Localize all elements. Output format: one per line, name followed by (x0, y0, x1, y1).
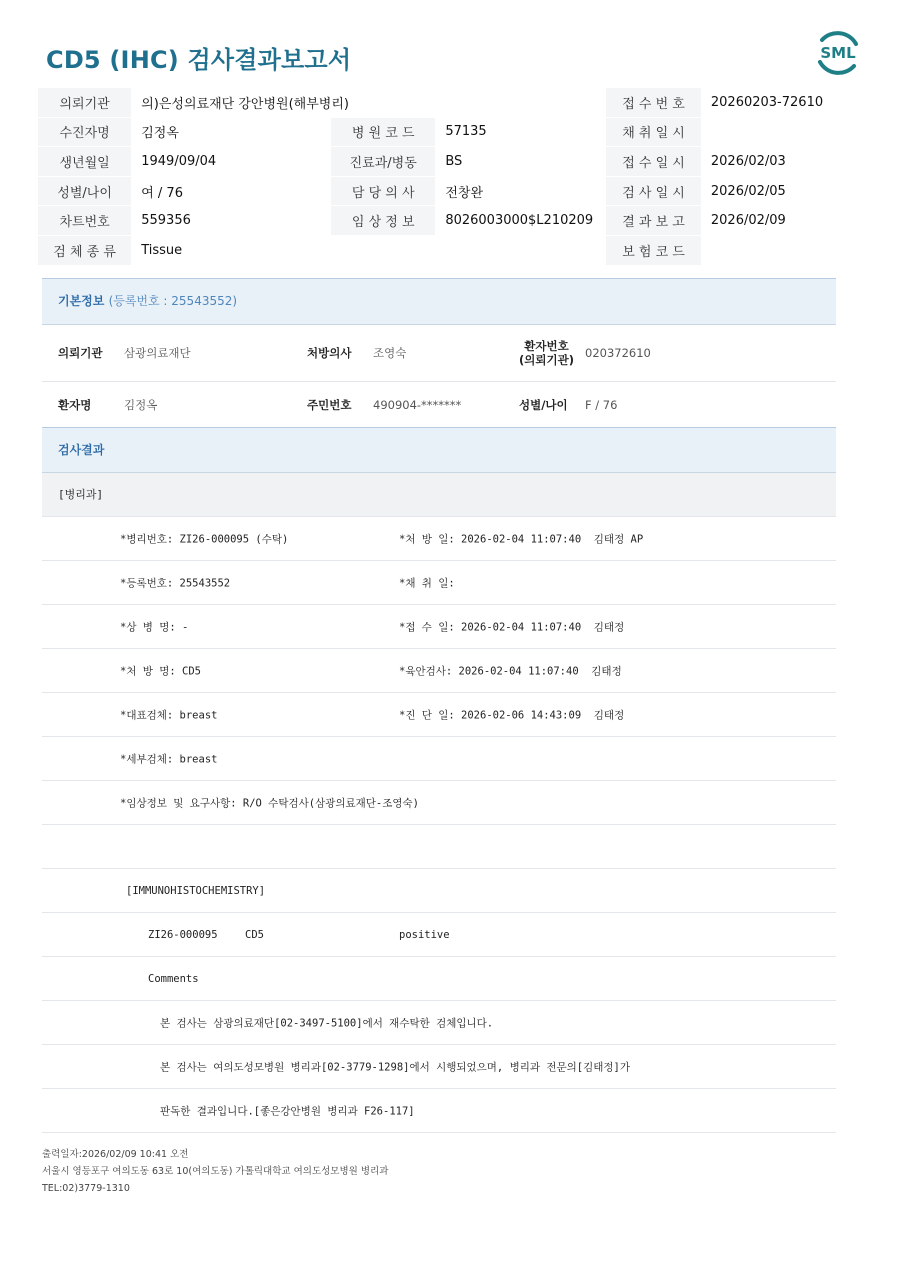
basic-info-title: 기본정보 (58, 294, 105, 308)
lab-address: 서울시 영등포구 여의도동 63로 10(여의도동) 가톨릭대학교 여의도성모병원 병리과 (42, 1166, 389, 1177)
doctor-value: 조영숙 (373, 346, 407, 360)
header-label: 보 험 코 드 (606, 235, 701, 265)
name-label: 환자명 (58, 397, 92, 412)
comments-label-line (42, 957, 836, 1001)
header-row (38, 117, 864, 147)
sml-logo (814, 30, 862, 76)
result-left: *처 방 명: CD5 (120, 665, 202, 677)
result-line (42, 781, 836, 825)
basic-info-bar (42, 278, 836, 325)
header-label: 결 과 보 고 (606, 206, 701, 236)
header-row (38, 147, 864, 177)
header-value: 김정옥 (131, 117, 331, 147)
footer (42, 1146, 388, 1197)
print-date: 출력일자:2026/02/09 10:41 오전 (42, 1149, 189, 1160)
comment-text: 본 검사는 삼광의료재단[02-3497-5100]에서 재수탁한 검체입니다. (160, 1017, 494, 1029)
rrn-value: 490904-******* (373, 397, 462, 412)
result-line (42, 517, 836, 561)
doctor-label: 처방의사 (307, 346, 352, 360)
result-left: *임상정보 및 요구사항: R/O 수탁검사(삼광의료재단-조영숙) (120, 797, 420, 809)
header-value: 20260203-72610 (701, 88, 864, 117)
patient-id-value: 020372610 (585, 346, 651, 360)
header-empty (435, 235, 606, 265)
header-value: 의)은성의료재단 강안병원(해부병리) (131, 88, 606, 117)
header-label: 병 원 코 드 (331, 117, 435, 147)
header-label: 검 사 일 시 (606, 176, 701, 206)
header-label: 접 수 번 호 (606, 88, 701, 117)
header-value: 2026/02/05 (701, 176, 864, 206)
header-label: 수진자명 (38, 117, 131, 147)
report-title: CD5 (IHC) 검사결과보고서 (46, 46, 352, 74)
comment-text: 판독한 결과입니다.[좋은강안병원 병리과 F26-117] (160, 1105, 415, 1117)
empty-line (42, 825, 836, 869)
result-line (42, 605, 836, 649)
result-right: *접 수 일: 2026-02-04 11:07:40 김태정 (399, 621, 625, 633)
basic-info-subtitle: (등록번호 : 25543552) (108, 294, 238, 308)
header-label: 진료과/병동 (331, 147, 435, 177)
header-value: 2026/02/09 (701, 206, 864, 236)
department-label: [병리과] (42, 473, 836, 517)
header-value: 57135 (435, 117, 606, 147)
header-label: 임 상 정 보 (331, 206, 435, 236)
header-value: Tissue (131, 235, 331, 265)
comments-label: Comments (148, 972, 199, 985)
ihc-header: [IMMUNOHISTOCHEMISTRY] (126, 884, 266, 897)
patient-id-label-1: 환자번호 (524, 339, 569, 353)
result-left: *대표검체: breast (120, 709, 218, 721)
header-empty (331, 235, 435, 265)
result-right: *육안검사: 2026-02-04 11:07:40 김태정 (399, 665, 622, 677)
header-label: 의뢰기관 (38, 88, 131, 117)
ihc-pathology-number: ZI26-000095 (148, 928, 218, 941)
header-label: 접 수 일 시 (606, 147, 701, 177)
header-label: 차트번호 (38, 206, 131, 236)
sex-age-label: 성별/나이 (519, 397, 568, 412)
org-label: 의뢰기관 (58, 346, 103, 360)
result-right: *채 취 일: (399, 577, 455, 589)
comment-text: 본 검사는 여의도성모병원 병리과[02-3779-1298]에서 시행되었으며, 병리과 전문의[김태정]가 (160, 1061, 630, 1073)
ihc-header-line (42, 869, 836, 913)
header-label: 채 취 일 시 (606, 117, 701, 147)
logo-text: SML (820, 44, 856, 62)
comment-line (42, 1045, 836, 1089)
result-left: *상 병 명: - (120, 621, 189, 633)
rrn-label: 주민번호 (307, 397, 352, 412)
header-value: 8026003000$L210209 (435, 206, 606, 236)
header-value: 전창완 (435, 176, 606, 206)
info-panel (42, 278, 836, 1133)
comment-line (42, 1001, 836, 1045)
header-value: 2026/02/03 (701, 147, 864, 177)
ihc-result: positive (399, 928, 450, 941)
result-left: *병리번호: ZI26-000095 (수탁) (120, 533, 289, 545)
header-row (38, 176, 864, 206)
name-value: 김정옥 (124, 397, 158, 412)
info-row (42, 325, 836, 382)
header-value: BS (435, 147, 606, 177)
result-line (42, 561, 836, 605)
header-label: 담 당 의 사 (331, 176, 435, 206)
header-value: 1949/09/04 (131, 147, 331, 177)
ihc-result-line (42, 913, 836, 957)
result-line (42, 737, 836, 781)
result-left: *세부검체: breast (120, 753, 218, 765)
result-line (42, 649, 836, 693)
header-row (38, 235, 864, 265)
result-right: *진 단 일: 2026-02-06 14:43:09 김태정 (399, 709, 625, 721)
header-label: 성별/나이 (38, 176, 131, 206)
ihc-marker: CD5 (245, 928, 264, 941)
result-line (42, 693, 836, 737)
comment-line (42, 1089, 836, 1133)
org-value: 삼광의료재단 (124, 346, 191, 360)
header-value (701, 117, 864, 147)
result-right: *처 방 일: 2026-02-04 11:07:40 김태정 AP (399, 533, 644, 545)
result-left: *등록번호: 25543552 (120, 577, 231, 589)
header-label: 생년월일 (38, 147, 131, 177)
header-value: 559356 (131, 206, 331, 236)
header-value (701, 235, 864, 265)
patient-id-label-2: (의뢰기관) (519, 353, 574, 367)
sex-age-value: F / 76 (585, 397, 618, 412)
header-row (38, 88, 864, 117)
patient-id-label (519, 339, 574, 367)
header-label: 검 체 종 류 (38, 235, 131, 265)
header-table (38, 88, 864, 266)
header-value: 여 / 76 (131, 176, 331, 206)
results-bar: 검사결과 (42, 427, 836, 473)
lab-phone: TEL:02)3779-1310 (42, 1183, 130, 1194)
info-row (42, 382, 836, 427)
header-row (38, 206, 864, 236)
